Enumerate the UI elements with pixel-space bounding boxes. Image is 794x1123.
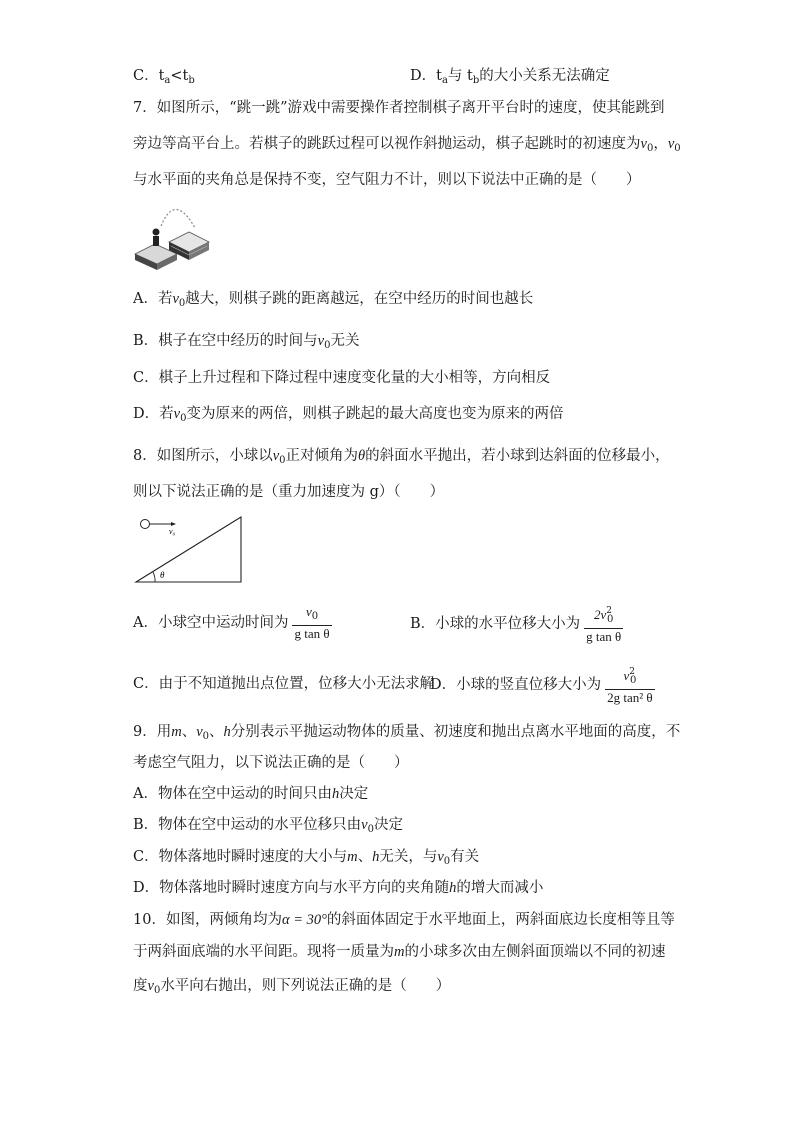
comma: ， [653,136,668,152]
q8-line1-pre: 8．如图所示，小球以 [133,448,273,464]
q10-l1-post: 的斜面体固定于水平地面上，两斜面底边长度相等且等 [326,912,675,928]
q6-d-sub-b: b [472,75,480,86]
v-sub: 0 [311,611,319,622]
q9-d-post: 的增大而减小 [456,880,544,896]
v-symbol: v [272,448,280,464]
q8-c-text: C．由于不知道抛出点位置，位移大小无法求解 [133,676,435,692]
m-symbol: m [171,724,182,740]
v-sub: 0 [443,856,451,867]
q9-l1-d: 分别表示平抛运动物体的质量、初速度和抛出点离水平地面的高度，不 [230,724,681,740]
v-symbol: v [437,849,444,865]
q7-stem-line1 [133,99,665,117]
q9-option-b [133,816,403,839]
q7-option-a [133,290,533,313]
q9-b-post: 决定 [373,817,403,833]
v-sub: 0 [607,614,614,625]
q8-stem-line1 [133,447,670,470]
m-symbol: m [347,849,358,865]
theta-symbol: θ [358,448,366,464]
q9-option-c [133,848,479,871]
q10-stem-line1 [133,911,675,929]
fraction-v0-over-gtan [292,604,331,642]
q7-b-pre: B．棋子在空中经历的时间与 [133,333,318,349]
theta-label: θ [160,570,165,580]
v0-label: v₀ [169,527,176,536]
q6-d-end: 的大小关系无法确定 [479,68,610,84]
q9-stem-line1 [133,723,680,746]
v-sub: 0 [279,455,286,466]
q8-option-a [133,603,332,643]
q8-a-text: A．小球空中运动时间为 [133,615,289,631]
q7-b-post: 无关 [330,333,360,349]
h-symbol: h [372,849,380,865]
q10-l2-post: 的小球多次由左侧斜面顶端以不同的初速 [404,944,666,960]
q6-option-c-text: C．t [133,68,165,84]
q9-c-mid2: 无关，与 [379,849,438,865]
q6-option-d-text: D．t [410,68,442,84]
q6-option-c [133,67,195,90]
denominator: 2g tan² θ [607,690,653,705]
q9-d-pre: D．物体落地时瞬时速度方向与水平方向的夹角随 [133,880,450,896]
h-symbol: h [223,724,231,740]
v-symbol: v [361,817,368,833]
q9-l1-a: 9．用 [133,724,172,740]
m-symbol: m [394,944,405,960]
q10-stem-line2 [133,943,665,961]
v-symbol: v [623,668,630,683]
q9-l1-c: 、 [209,724,224,740]
q9-stem-line2 [133,754,409,772]
alpha-eq: α = 30° [281,912,327,928]
fraction-2v0sq-over-gtan [584,603,623,645]
q8-line1-post: 的斜面水平抛出，若小球到达斜面的位移最小， [365,448,670,464]
h-symbol: h [331,786,340,802]
denominator: g tan θ [294,626,330,641]
v-sub: 0 [629,675,637,686]
q7-option-c [133,369,550,387]
fraction-v0sq-over-2gtan2 [605,664,655,706]
v-symbol: v [196,724,203,740]
q9-c-mid1: 、 [357,849,373,865]
q10-l3-post: 水平向右抛出，则下列说法正确的是（ ） [160,978,451,994]
q9-c-post: 有关 [450,849,480,865]
q9-l1-b: 、 [181,724,197,740]
q7-stem-line2 [133,135,681,158]
v-symbol: v [640,136,647,152]
q7-a-pre: A．若 [133,291,173,307]
v-sub: 0 [153,985,161,996]
squared: 2 [629,667,635,677]
v-sub: 0 [180,413,187,424]
q7-stem-line3 [133,171,641,189]
q7-d-post: 变为原来的两倍，则棋子跳起的最大高度也变为原来的两倍 [186,406,564,422]
denominator: g tan θ [586,629,622,644]
q6-c-sub-a: a [164,75,171,86]
q8-option-d [430,664,655,706]
q8-incline-figure [133,512,248,586]
q7-a-post: 越大，则棋子跳的距离越远，在空中经历的时间也越长 [185,291,534,307]
v-symbol: v [172,291,179,307]
q6-d-sub-a: a [441,75,448,86]
q9-option-d [133,879,543,897]
q6-c-sub-b: b [188,75,195,86]
q8-option-b [410,603,623,645]
v-symbol: v [667,136,675,152]
q9-b-pre: B．物体在空中运动的水平位移只由 [133,817,362,833]
v-symbol: v [305,604,312,619]
q9-c-pre: C．物体落地时瞬时速度的大小与 [133,849,348,865]
q7-line2-text: 旁边等高平台上。若棋子的跳跃过程可以视作斜抛运动，棋子起跳时的初速度为 [133,136,641,152]
v-sub: 0 [674,143,681,154]
v-symbol: v [173,406,181,422]
q8-b-text: B．小球的水平位移大小为 [410,616,581,632]
q8-option-c [133,664,434,704]
q9-option-a [133,785,368,803]
q7-jump-game-figure [133,198,213,274]
q10-stem-line3 [133,977,450,1000]
q7-d-pre: D．若 [133,406,174,422]
q8-d-text: D．小球的竖直位移大小为 [430,677,602,693]
v-sub: 0 [178,298,186,309]
v-sub: 0 [646,143,654,154]
q9-line2-text: 考虑空气阻力，以下说法正确的是（ ） [133,755,409,771]
q8-line2-text: 则以下说法正确的是（重力加速度为 g）（ ） [133,484,445,500]
v-sub: 0 [324,340,331,351]
q6-c-mid: <t [170,68,189,84]
two-v: 2v [594,607,607,622]
q7-option-d [133,405,563,428]
q7-line1-text: 7．如图所示，“跳一跳”游戏中需要操作者控制棋子离开平台时的速度，使其能跳到 [133,100,665,116]
v-symbol: v [147,978,154,994]
q10-l1-pre: 10．如图，两倾角均为 [133,912,282,928]
q7-line3-text: 与水平面的夹角总是保持不变，空气阻力不计，则以下说法中正确的是（ ） [133,172,641,188]
v-sub: 0 [202,731,210,742]
q7-option-b [133,332,359,355]
squared: 2 [606,606,613,616]
q10-l2-pre: 于两斜面底端的水平间距。现将一质量为 [133,944,394,960]
v-sub: 0 [367,824,374,835]
h-symbol: h [449,880,457,896]
q9-a-pre: A．物体在空中运动的时间只由 [133,786,332,802]
q10-l3-pre: 度 [133,978,148,994]
q6-d-mid: 与 t [447,68,473,84]
q7-c-text: C．棋子上升过程和下降过程中速度变化量的大小相等，方向相反 [133,370,551,386]
q9-a-post: 决定 [339,786,369,802]
q8-line1-mid: 正对倾角为 [285,448,359,464]
v-symbol: v [317,333,325,349]
q8-stem-line2 [133,483,444,501]
q6-option-d [410,67,610,90]
